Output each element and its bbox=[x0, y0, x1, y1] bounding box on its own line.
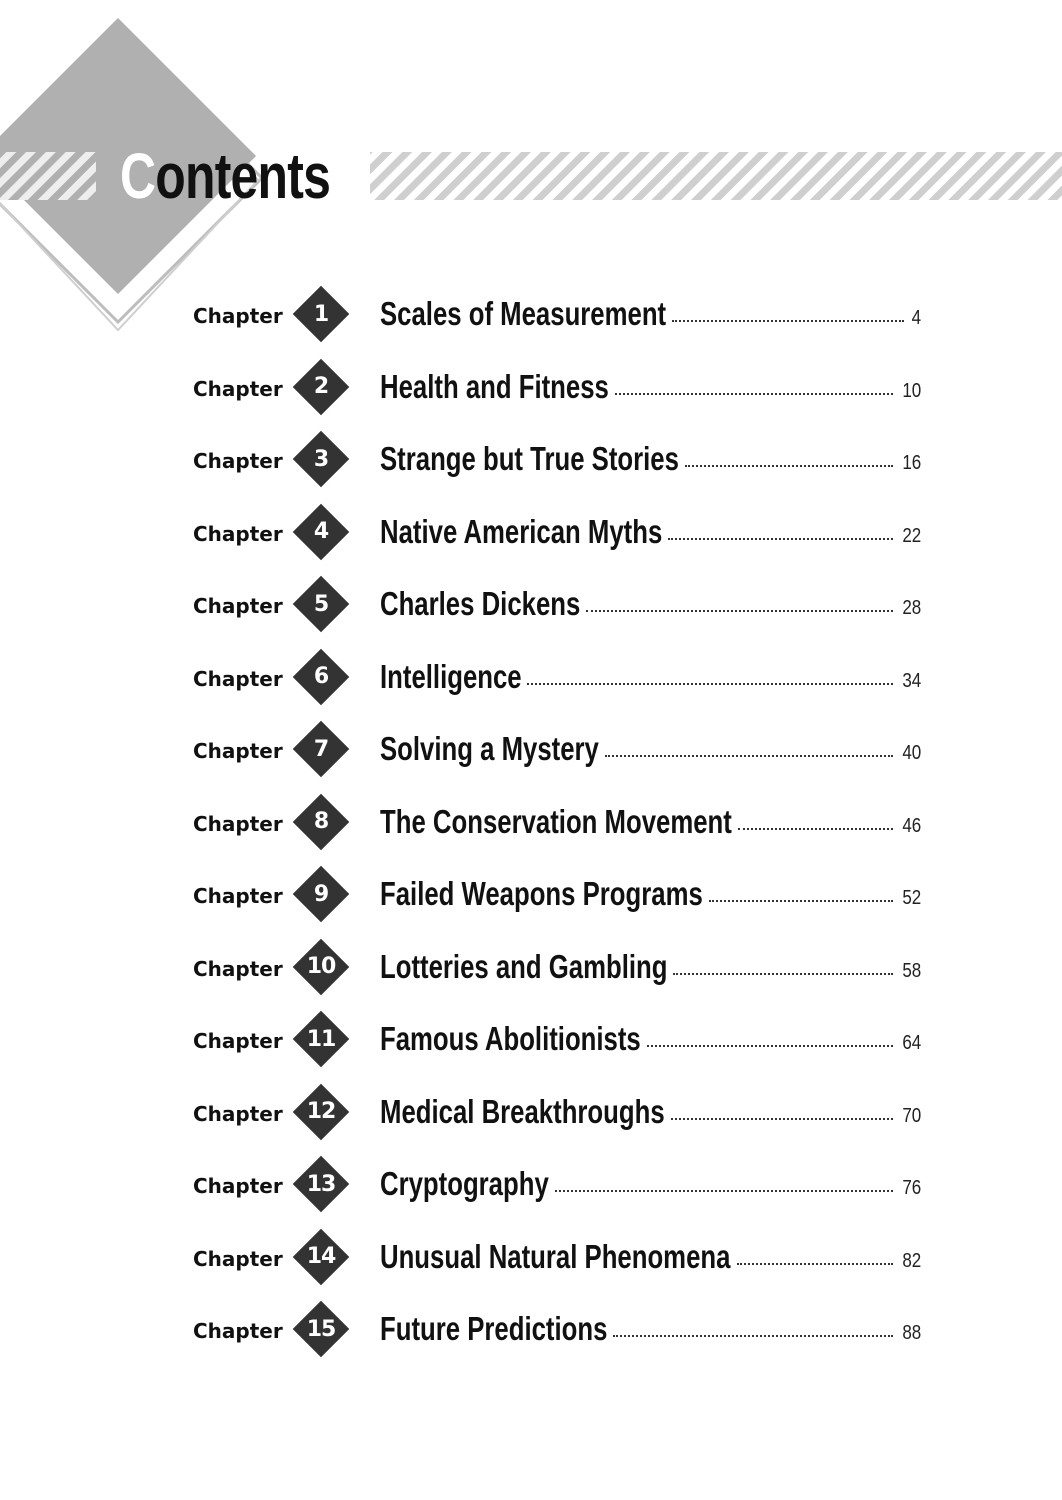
toc-row[interactable] bbox=[0, 1229, 1062, 1289]
chapter-number: 9 bbox=[313, 881, 329, 907]
chapter-number: 15 bbox=[306, 1316, 336, 1342]
dot-leader bbox=[555, 1190, 893, 1192]
chapter-label: Chapter bbox=[193, 594, 283, 618]
page-number: 76 bbox=[902, 1177, 921, 1199]
chapter-label: Chapter bbox=[193, 1174, 283, 1198]
chapter-label: Chapter bbox=[193, 739, 283, 763]
chapter-label: Chapter bbox=[193, 1246, 283, 1271]
chapter-title[interactable]: Medical Breakthroughs bbox=[380, 1092, 665, 1130]
chapter-number: 8 bbox=[313, 809, 329, 834]
page-number: 46 bbox=[902, 814, 921, 837]
toc-row[interactable] bbox=[0, 866, 1062, 926]
chapter-label: Chapter bbox=[193, 811, 283, 836]
chapter-title[interactable]: Intelligence bbox=[380, 657, 522, 695]
toc-row[interactable] bbox=[0, 1156, 1062, 1216]
chapter-label: Chapter bbox=[193, 1029, 283, 1053]
toc-entry bbox=[380, 1162, 921, 1206]
dot-leader bbox=[672, 320, 904, 322]
dot-leader bbox=[527, 683, 893, 685]
page-title bbox=[120, 136, 330, 216]
toc-entry bbox=[380, 872, 921, 916]
page-number: 58 bbox=[902, 959, 921, 982]
toc-row[interactable] bbox=[0, 939, 1062, 999]
toc-row[interactable] bbox=[0, 286, 1062, 346]
toc-entry bbox=[380, 1235, 921, 1279]
chapter-title[interactable]: Strange but True Stories bbox=[380, 440, 679, 477]
toc-entry bbox=[380, 727, 921, 771]
toc-entry bbox=[380, 437, 921, 481]
chapter-title[interactable]: Famous Abolitionists bbox=[380, 1020, 641, 1057]
toc-entry bbox=[380, 292, 921, 336]
chapter-number: 6 bbox=[313, 664, 329, 689]
page-number: 4 bbox=[911, 307, 921, 329]
dot-leader bbox=[605, 755, 893, 757]
toc-row[interactable] bbox=[0, 721, 1062, 781]
chapter-label: Chapter bbox=[193, 304, 283, 328]
chapter-title[interactable]: Solving a Mystery bbox=[380, 730, 599, 767]
toc-entry bbox=[380, 582, 921, 626]
chapter-title[interactable]: Unusual Natural Phenomena bbox=[380, 1237, 731, 1275]
dot-leader bbox=[737, 1263, 893, 1265]
page-number: 64 bbox=[902, 1032, 921, 1054]
chapter-title[interactable]: Health and Fitness bbox=[380, 367, 609, 405]
toc-row[interactable] bbox=[0, 1084, 1062, 1144]
toc-entry bbox=[380, 1090, 921, 1134]
dot-leader bbox=[709, 900, 893, 902]
toc-entry bbox=[380, 1017, 921, 1061]
toc-row[interactable] bbox=[0, 1011, 1062, 1071]
toc-entry bbox=[380, 510, 921, 554]
dot-leader bbox=[671, 1118, 893, 1120]
chapter-number: 5 bbox=[313, 591, 329, 617]
dot-leader bbox=[586, 610, 893, 612]
page-number: 82 bbox=[902, 1249, 921, 1272]
toc-entry bbox=[380, 655, 921, 699]
toc-row[interactable] bbox=[0, 794, 1062, 854]
chapter-label: Chapter bbox=[193, 956, 283, 981]
dot-leader bbox=[668, 538, 893, 540]
chapter-number: 2 bbox=[313, 374, 329, 399]
chapter-number: 11 bbox=[306, 1026, 336, 1052]
dot-leader bbox=[613, 1335, 893, 1337]
page-number: 70 bbox=[902, 1104, 921, 1127]
chapter-number: 1 bbox=[313, 301, 329, 327]
chapter-title[interactable]: Scales of Measurement bbox=[380, 295, 667, 332]
title-rest: ontents bbox=[155, 140, 331, 212]
chapter-number: 4 bbox=[313, 519, 329, 544]
page-number: 88 bbox=[902, 1322, 921, 1344]
toc-row[interactable] bbox=[0, 576, 1062, 636]
page-number: 52 bbox=[902, 887, 921, 909]
toc-entry bbox=[380, 945, 921, 989]
page-number: 10 bbox=[902, 379, 921, 402]
chapter-number: 12 bbox=[306, 1099, 336, 1124]
chapter-number: 7 bbox=[313, 736, 329, 762]
page-number: 40 bbox=[902, 742, 921, 764]
chapter-number: 14 bbox=[306, 1244, 336, 1269]
chapter-number: 13 bbox=[306, 1171, 336, 1197]
toc-row[interactable] bbox=[0, 504, 1062, 564]
chapter-title[interactable]: Cryptography bbox=[380, 1165, 549, 1202]
dot-leader bbox=[738, 828, 893, 830]
dot-leader bbox=[673, 973, 893, 975]
chapter-title[interactable]: Charles Dickens bbox=[380, 585, 581, 622]
chapter-label: Chapter bbox=[193, 449, 283, 473]
toc-row[interactable] bbox=[0, 649, 1062, 709]
chapter-title[interactable]: Future Predictions bbox=[380, 1310, 608, 1347]
chapter-title[interactable]: Lotteries and Gambling bbox=[380, 947, 668, 985]
toc-row[interactable] bbox=[0, 1301, 1062, 1361]
page-number: 28 bbox=[902, 597, 921, 619]
chapter-title[interactable]: The Conservation Movement bbox=[380, 802, 732, 840]
chapter-label: Chapter bbox=[193, 521, 283, 546]
toc-entry bbox=[380, 365, 921, 409]
right-stripe-band bbox=[370, 152, 1062, 200]
chapter-label: Chapter bbox=[193, 1319, 283, 1343]
chapter-title[interactable]: Failed Weapons Programs bbox=[380, 875, 703, 912]
page-number: 22 bbox=[902, 524, 921, 547]
chapter-label: Chapter bbox=[193, 1101, 283, 1126]
chapter-number: 3 bbox=[313, 446, 329, 472]
chapter-label: Chapter bbox=[193, 376, 283, 401]
chapter-label: Chapter bbox=[193, 884, 283, 908]
toc-row[interactable] bbox=[0, 431, 1062, 491]
toc-entry bbox=[380, 1307, 921, 1351]
page-number: 16 bbox=[902, 452, 921, 474]
left-stripe-band bbox=[0, 152, 96, 200]
page-number: 34 bbox=[902, 669, 921, 692]
toc-entry bbox=[380, 800, 921, 844]
chapter-number: 10 bbox=[306, 954, 336, 979]
chapter-title[interactable]: Native American Myths bbox=[380, 512, 663, 550]
title-first-letter: C bbox=[120, 140, 156, 212]
dot-leader bbox=[615, 393, 893, 395]
dot-leader bbox=[647, 1045, 893, 1047]
chapter-label: Chapter bbox=[193, 666, 283, 691]
toc-row[interactable] bbox=[0, 359, 1062, 419]
dot-leader bbox=[685, 465, 893, 467]
